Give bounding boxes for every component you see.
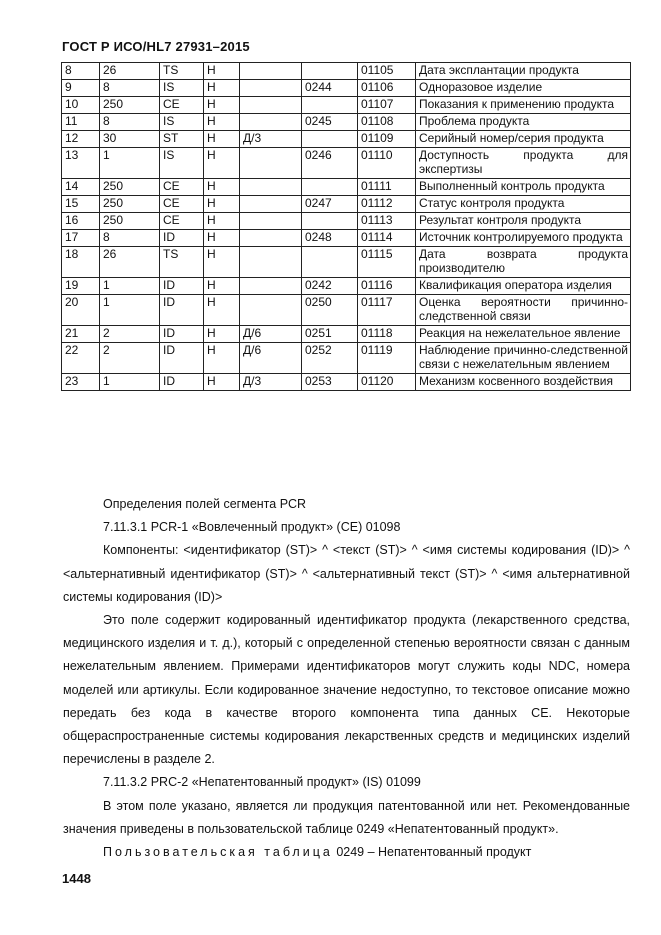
table-row [62,97,631,114]
section-heading-pcr-1: 7.11.3.1 PCR-1 «Вовлеченный продукт» (CE) 01098 [103,520,401,535]
table-row [62,230,631,247]
table-cell: 10 [62,97,100,114]
table-cell: 01119 [358,343,416,374]
table-cell: 01120 [358,374,416,391]
table-cell: H [204,131,240,148]
table-cell: IS [160,114,204,131]
table-cell [240,230,302,247]
table-cell: 26 [100,63,160,80]
table-cell: Проблема продукта [416,114,631,131]
table-cell: Оценка вероятности причинно-следственной связи [416,295,631,326]
table-cell: H [204,63,240,80]
table-cell: Одноразовое изделие [416,80,631,97]
table-cell: 14 [62,179,100,196]
table-cell: 0250 [302,295,358,326]
page-number: 1448 [62,871,91,886]
table-cell: Показания к применению продукта [416,97,631,114]
table-cell: Статус контроля продукта [416,196,631,213]
table-cell [240,247,302,278]
table-cell: H [204,148,240,179]
table-cell: CE [160,213,204,230]
pcr-segment-table [61,62,631,391]
table-row [62,343,631,374]
table-cell: 01115 [358,247,416,278]
table-cell: ID [160,230,204,247]
table-cell: 8 [100,230,160,247]
description-paragraph: Это поле содержит кодированный идентификатор продукта (лекарственного средства, медицинского изделия и т. д.), который с определенной степенью вероятности связан с данным нежелательным явлением. Примерами идентификаторов могут служить коды NDC, номера моделей или артикулы. Если кодированное значение недоступно, то текстовое описание можно передать без кода в качестве второго компонента типа данных CE. Некоторые общераспространенные системы кодирования лекарственных средств и медицинских изделий перечислены в разделе 2. [63,613,630,767]
table-cell: 0248 [302,230,358,247]
table-cell: Механизм косвенного воздействия [416,374,631,391]
table-cell: 1 [100,148,160,179]
table-cell: Д/6 [240,326,302,343]
table-cell [240,196,302,213]
table-cell: 0247 [302,196,358,213]
table-cell: Результат контроля продукта [416,213,631,230]
table-cell: H [204,97,240,114]
table-row [62,213,631,230]
table-cell: Источник контролируемого продукта [416,230,631,247]
table-cell: 250 [100,97,160,114]
section-caption: Определения полей сегмента PCR [103,497,307,511]
table-cell: H [204,295,240,326]
table-cell: CE [160,97,204,114]
table-row [62,148,631,179]
table-cell: 19 [62,278,100,295]
table-cell [240,278,302,295]
components-paragraph: Компоненты: <идентификатор (ST)> ^ <текст (ST)> ^ <имя системы кодирования (ID)> ^ <альтернативный идентификатор (ST)> ^ <альтернативный текст (ST)> ^ <имя альтернативной системы кодирования (ID)> [63,543,630,604]
table-row [62,374,631,391]
table-cell: 01109 [358,131,416,148]
user-table-label: Пользовательская таблица [103,845,333,860]
user-table-title: 0249 – Непатентованный продукт [336,845,532,860]
field-description-paragraph: В этом поле указано, является ли продукция патентованной или нет. Рекомендованные значения приведены в пользовательской таблице 0249 «Непатентованный продукт». [63,798,630,836]
table-cell: ST [160,131,204,148]
table-row [62,63,631,80]
table-cell: ID [160,278,204,295]
table-cell: 23 [62,374,100,391]
table-cell: 1 [100,295,160,326]
table-cell [240,295,302,326]
user-table-caption [63,841,630,864]
table-cell: 01111 [358,179,416,196]
table-cell: H [204,374,240,391]
table-cell: 0246 [302,148,358,179]
table-row [62,247,631,278]
table-cell: 16 [62,213,100,230]
table-row [62,196,631,213]
table-row [62,80,631,97]
table-cell: H [204,326,240,343]
table-cell: 01116 [358,278,416,295]
table-cell: Д/3 [240,131,302,148]
table-cell: CE [160,196,204,213]
table-cell: H [204,179,240,196]
table-cell: Выполненный контроль продукта [416,179,631,196]
table-cell: Дата возврата продукта производителю [416,247,631,278]
table-cell: 0242 [302,278,358,295]
table-cell: 1 [100,278,160,295]
table-row [62,131,631,148]
table-cell: 0252 [302,343,358,374]
table-cell [302,97,358,114]
table-row [62,326,631,343]
table-cell: Реакция на нежелательное явление [416,326,631,343]
table-cell: H [204,196,240,213]
table-cell: 18 [62,247,100,278]
table-cell [302,247,358,278]
table-cell: Дата эксплантации продукта [416,63,631,80]
table-cell [240,179,302,196]
table-cell: 01108 [358,114,416,131]
table-cell: H [204,343,240,374]
table-cell: ID [160,295,204,326]
table-cell: 0253 [302,374,358,391]
table-cell: H [204,80,240,97]
table-cell: 01106 [358,80,416,97]
table-cell: 8 [100,114,160,131]
table-cell: Квалификация оператора изделия [416,278,631,295]
table-cell: CE [160,179,204,196]
section-heading-prc-2: 7.11.3.2 PRC-2 «Непатентованный продукт» (IS) 01099 [103,775,421,790]
table-cell: H [204,230,240,247]
table-cell: 01110 [358,148,416,179]
table-cell: H [204,213,240,230]
table-row [62,295,631,326]
table-cell: 01107 [358,97,416,114]
table-cell: 11 [62,114,100,131]
table-cell: 0251 [302,326,358,343]
table-cell [240,148,302,179]
table-cell: IS [160,80,204,97]
table-cell: 0244 [302,80,358,97]
body-text [63,493,630,864]
table-cell [240,63,302,80]
table-cell: 0245 [302,114,358,131]
table-cell: IS [160,148,204,179]
table-cell: 250 [100,196,160,213]
table-cell [302,131,358,148]
table-cell [240,213,302,230]
table-cell: Д/6 [240,343,302,374]
table-cell: 15 [62,196,100,213]
table-cell: 01114 [358,230,416,247]
table-cell: TS [160,63,204,80]
table-cell: 2 [100,326,160,343]
table-cell: 01117 [358,295,416,326]
table-cell: 250 [100,179,160,196]
table-cell: H [204,278,240,295]
table-cell [240,80,302,97]
table-cell [240,114,302,131]
table-cell: TS [160,247,204,278]
table-cell: 21 [62,326,100,343]
table-cell: 01118 [358,326,416,343]
table-cell: 01112 [358,196,416,213]
table-row [62,179,631,196]
table-cell: 1 [100,374,160,391]
table-cell [302,179,358,196]
table-cell: ID [160,326,204,343]
table-cell: ID [160,374,204,391]
table-cell: ID [160,343,204,374]
table-cell: 01113 [358,213,416,230]
table-cell [302,63,358,80]
table-cell: 9 [62,80,100,97]
table-cell: 13 [62,148,100,179]
table-row [62,278,631,295]
table-cell: 8 [62,63,100,80]
table-cell: 01105 [358,63,416,80]
table-cell: 26 [100,247,160,278]
table-cell: Серийный номер/серия продукта [416,131,631,148]
table-cell: H [204,247,240,278]
table-cell: 17 [62,230,100,247]
table-cell [240,97,302,114]
table-cell [302,213,358,230]
table-cell: H [204,114,240,131]
table-cell: Д/3 [240,374,302,391]
table-row [62,114,631,131]
table-cell: 2 [100,343,160,374]
table-cell: 20 [62,295,100,326]
table-cell: 22 [62,343,100,374]
table-cell: Наблюдение причинно-следственной связи с нежелательным явлением [416,343,631,374]
document-header: ГОСТ Р ИСО/HL7 27931–2015 [62,39,250,54]
table-cell: 250 [100,213,160,230]
table-cell: 12 [62,131,100,148]
table-cell: 8 [100,80,160,97]
table-cell: 30 [100,131,160,148]
table-cell: Доступность продукта для экспертизы [416,148,631,179]
